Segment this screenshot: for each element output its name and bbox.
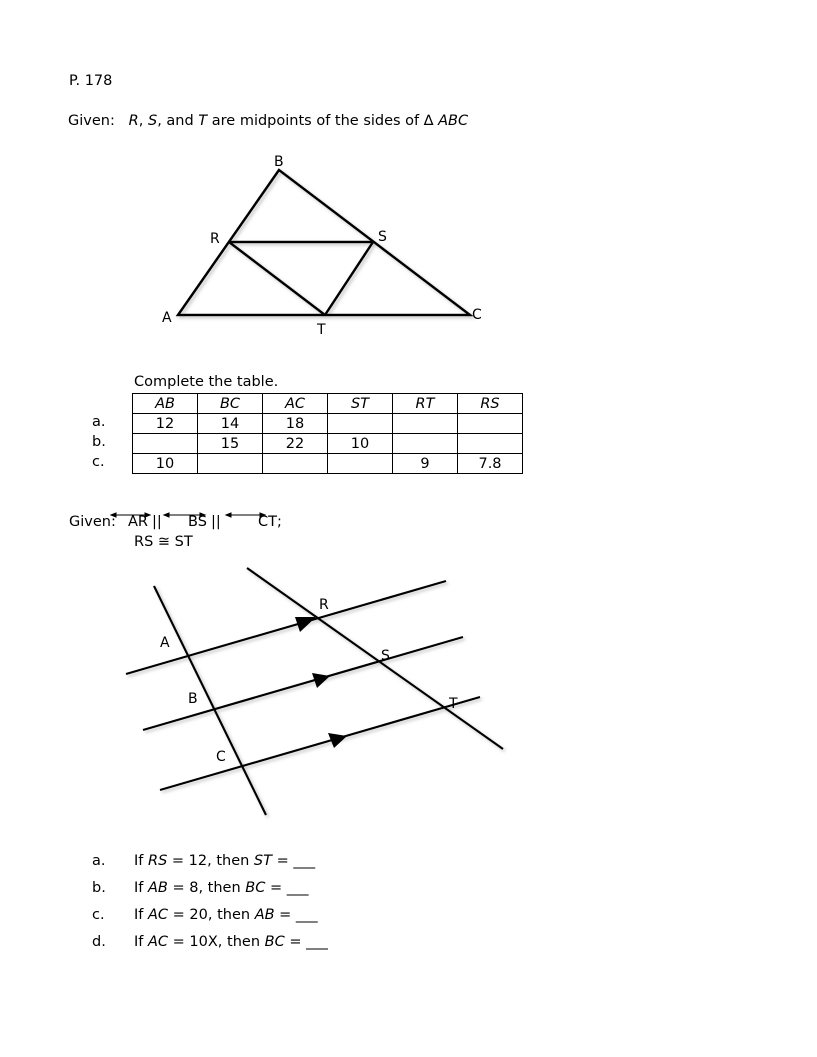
line-bs-name: BS: [188, 514, 207, 530]
if-word: If: [134, 907, 144, 923]
header-st: ST: [328, 394, 393, 414]
header-ac: AC: [263, 394, 328, 414]
segment-name: BC: [264, 934, 285, 950]
if-word: If: [134, 880, 144, 896]
question-text: [134, 934, 328, 950]
table-row: [133, 414, 523, 434]
label-s2: S: [381, 648, 390, 664]
label-b2: B: [188, 691, 198, 707]
header-rt: RT: [393, 394, 458, 414]
cell: [458, 414, 523, 434]
cell: 18: [263, 414, 328, 434]
page-reference: P. 178: [69, 73, 113, 89]
question-label: d.: [92, 934, 106, 950]
cell: 15: [198, 434, 263, 454]
segment-name: AC: [148, 907, 169, 923]
answer-blank: = ___: [269, 880, 309, 896]
question-label: b.: [92, 880, 106, 896]
question-label: a.: [92, 853, 106, 869]
segment-name: BC: [245, 880, 266, 896]
given-label: Given:: [68, 113, 115, 129]
segment-st: [325, 242, 373, 315]
cell: [198, 454, 263, 474]
cell: 12: [133, 414, 198, 434]
triangle-figure: [178, 170, 470, 315]
cell: 10: [133, 454, 198, 474]
point-t: T: [198, 113, 208, 129]
question-text: [134, 880, 309, 896]
cell: 9: [393, 454, 458, 474]
arrowhead-bs: [312, 673, 330, 688]
transversal-abc: [154, 586, 266, 815]
if-word: If: [134, 934, 144, 950]
table-row: [133, 434, 523, 454]
cell: [458, 434, 523, 454]
header-rs: RS: [458, 394, 523, 414]
segment-name: RS: [148, 853, 168, 869]
cell: [133, 434, 198, 454]
table-caption: Complete the table.: [134, 374, 279, 390]
question-text: [134, 853, 315, 869]
transversal-rst: [247, 568, 503, 749]
given-value: = 10X, then: [172, 934, 261, 950]
arrowhead-ar: [295, 617, 316, 632]
given-value: = 8, then: [172, 880, 241, 896]
line-ct-name: CT;: [258, 514, 282, 530]
given-value: = 20, then: [172, 907, 251, 923]
given-value: = 12, then: [171, 853, 250, 869]
parallel-lines-figure: [126, 568, 503, 815]
label-t2: T: [449, 696, 458, 712]
point-s: S: [147, 113, 158, 129]
parallel-symbol-1: ||: [152, 514, 162, 530]
midsegment-table: [132, 393, 523, 474]
label-c: C: [472, 307, 482, 323]
table-row: [133, 454, 523, 474]
cell: 10: [328, 434, 393, 454]
cell: 22: [263, 434, 328, 454]
cell: 14: [198, 414, 263, 434]
triangle-name: ABC: [438, 113, 469, 129]
segment-name: AB: [148, 880, 168, 896]
label-c2: C: [216, 749, 226, 765]
answer-blank: = ___: [279, 907, 318, 923]
label-t: T: [317, 322, 326, 338]
given2-label: Given:: [69, 514, 116, 530]
comma: ,: [138, 113, 144, 129]
row-label-a: a.: [92, 414, 106, 430]
and-word: , and: [157, 113, 194, 129]
cell: [328, 414, 393, 434]
label-b: B: [274, 154, 284, 170]
row-label-b: b.: [92, 434, 106, 450]
parallel-symbol-2: ||: [211, 514, 221, 530]
line-ar-name: AR: [128, 514, 148, 530]
cell: [393, 434, 458, 454]
segment-name: AB: [254, 907, 275, 923]
answer-blank: = ___: [289, 934, 328, 950]
cell: [263, 454, 328, 474]
label-r2: R: [319, 597, 329, 613]
label-a: A: [162, 310, 172, 326]
question-text: [134, 907, 318, 923]
segment-rt: [229, 242, 325, 315]
label-s: S: [378, 229, 387, 245]
header-bc: BC: [198, 394, 263, 414]
midpoints-text: are midpoints of the sides of: [211, 113, 420, 129]
header-ab: AB: [133, 394, 198, 414]
triangle-symbol: ∆: [423, 113, 434, 129]
congruence-statement: RS ≅ ST: [134, 534, 193, 550]
segment-name: ST: [253, 853, 272, 869]
cell: [328, 454, 393, 474]
question-label: c.: [92, 907, 105, 923]
if-word: If: [134, 853, 144, 869]
row-label-c: c.: [92, 454, 105, 470]
cell: [393, 414, 458, 434]
answer-blank: = ___: [276, 853, 316, 869]
label-r: R: [210, 231, 220, 247]
segment-name: AC: [148, 934, 169, 950]
table-header-row: [133, 394, 523, 414]
label-a2: A: [160, 635, 170, 651]
cell: 7.8: [458, 454, 523, 474]
point-r: R: [128, 113, 139, 129]
